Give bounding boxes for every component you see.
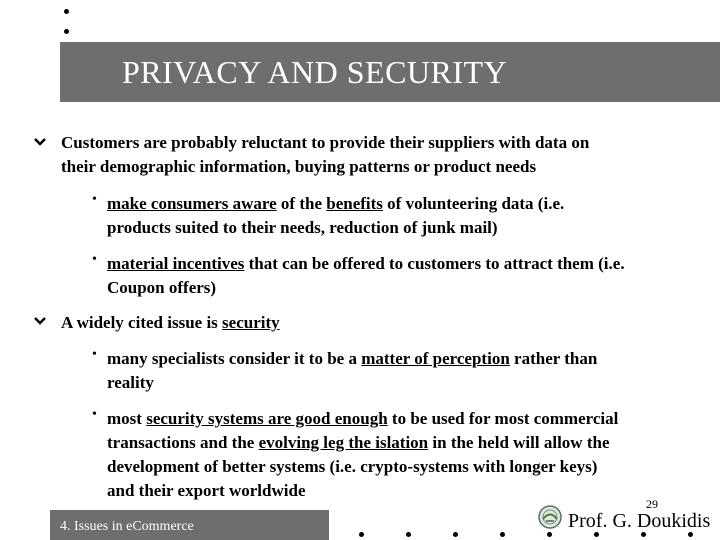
author-name: Prof. G. Doukidis (568, 510, 711, 532)
bullet-line: development of better systems (i.e. crypto-systems with longer keys) (107, 457, 598, 476)
sub-bullet (107, 192, 719, 240)
bullet-line (107, 431, 719, 455)
dot-bullet-icon: • (92, 252, 97, 267)
text-segment: rather than (509, 349, 598, 368)
dot-bullet-icon: • (92, 407, 97, 422)
bullet-line: reality (107, 373, 154, 392)
text-segment: A widely cited issue is (61, 313, 223, 332)
bullet-line: and their export worldwide (107, 481, 306, 500)
text-segment: that can be offered to customers to attract them (i.e. (244, 254, 625, 273)
check-mark-icon (33, 134, 47, 148)
underlined-phrase: security systems are good enough (146, 409, 388, 428)
bullet-line: products suited to their needs, reduction of junk mail) (107, 218, 498, 237)
university-logo-icon (537, 504, 563, 530)
underlined-phrase: evolving leg the islation (258, 433, 429, 452)
slide-title: PRIVACY AND SECURITY (122, 54, 508, 90)
sub-bullet (107, 252, 719, 300)
decorative-dot (64, 29, 69, 34)
decorative-dot (64, 9, 69, 14)
decorative-dot (547, 532, 552, 537)
bullet-line: their demographic information, buying patterns or product needs (61, 157, 537, 176)
underlined-phrase: matter of perception (361, 349, 510, 368)
check-mark-icon (33, 313, 47, 327)
underlined-phrase: make consumers aware (107, 194, 277, 213)
text-segment: in the held will allow the (428, 433, 610, 452)
page-number: 29 (646, 497, 658, 511)
bullet-line: Customers are probably reluctant to provide their suppliers with data on (61, 133, 590, 152)
sub-bullet (107, 347, 719, 395)
text-segment: transactions and the (107, 433, 259, 452)
underlined-phrase: material incentives (107, 254, 245, 273)
text-segment: of the (276, 194, 327, 213)
main-bullet (61, 311, 701, 335)
underlined-phrase: benefits (326, 194, 383, 213)
text-segment: many specialists consider it to be a (107, 349, 362, 368)
text-segment: to be used for most commercial (387, 409, 619, 428)
underlined-phrase: security (222, 313, 280, 332)
bullet-line (107, 252, 719, 276)
text-segment: most (107, 409, 147, 428)
decorative-dot (406, 532, 411, 537)
sub-bullet (107, 407, 719, 503)
footer-section-label: 4. Issues in eCommerce (60, 519, 194, 534)
footer-bar (50, 510, 329, 540)
dot-bullet-icon: • (92, 347, 97, 362)
main-bullet (61, 131, 701, 179)
decorative-dot (500, 532, 505, 537)
title-bar (60, 42, 720, 102)
decorative-dot (359, 532, 364, 537)
bullet-line: Coupon offers) (107, 278, 217, 297)
text-segment: of volunteering data (i.e. (382, 194, 565, 213)
bullet-line (107, 192, 719, 216)
bullet-line (107, 347, 719, 371)
bullet-line (61, 311, 701, 335)
bullet-line (107, 407, 719, 431)
decorative-dot (453, 532, 458, 537)
dot-bullet-icon: • (92, 192, 97, 207)
